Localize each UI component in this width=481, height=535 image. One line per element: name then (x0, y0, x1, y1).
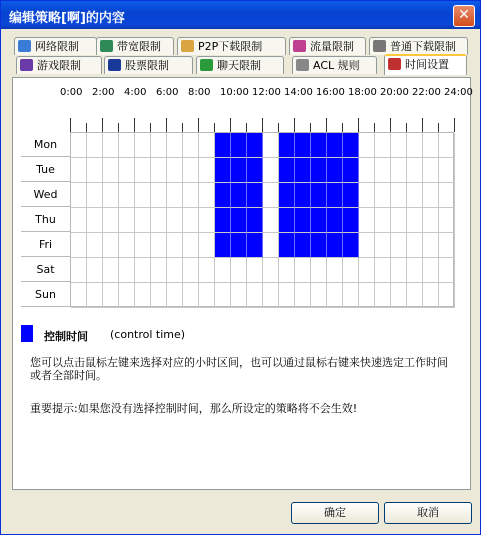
hour-cell[interactable] (215, 208, 231, 233)
hour-cell[interactable] (183, 283, 199, 308)
hour-cell[interactable] (87, 183, 103, 208)
hour-cell[interactable] (71, 183, 87, 208)
hour-cell[interactable] (87, 133, 103, 158)
hour-cell[interactable] (183, 183, 199, 208)
tab-label: 网络限制 (35, 40, 79, 53)
hour-label: 24:00 (444, 87, 473, 98)
hour-cell[interactable] (311, 133, 327, 158)
hour-tick (390, 118, 391, 132)
hour-cell[interactable] (231, 183, 247, 208)
hour-cell[interactable] (263, 183, 279, 208)
hour-cell[interactable] (407, 183, 423, 208)
hour-cell[interactable] (167, 258, 183, 283)
hour-cell[interactable] (183, 258, 199, 283)
hour-cell[interactable] (279, 133, 295, 158)
hour-cell[interactable] (423, 258, 439, 283)
close-button[interactable]: ✕ (453, 5, 475, 27)
tab-globe[interactable] (14, 37, 97, 55)
hour-cell[interactable] (167, 158, 183, 183)
hour-cell[interactable] (199, 158, 215, 183)
hour-cell[interactable] (295, 258, 311, 283)
hour-cell[interactable] (215, 233, 231, 258)
hour-cell[interactable] (391, 283, 407, 308)
hour-cell[interactable] (327, 283, 343, 308)
hour-tick (454, 118, 455, 132)
hour-cell[interactable] (343, 183, 359, 208)
hour-cell[interactable] (407, 158, 423, 183)
hour-cell[interactable] (343, 258, 359, 283)
hour-tick (230, 118, 231, 132)
hour-tick (214, 123, 215, 132)
hour-cell[interactable] (87, 283, 103, 308)
hour-cell[interactable] (407, 208, 423, 233)
hour-cell[interactable] (263, 283, 279, 308)
hour-cell[interactable] (439, 133, 455, 158)
tab-stock[interactable] (104, 56, 193, 74)
hour-cell[interactable] (247, 208, 263, 233)
hour-cell[interactable] (279, 258, 295, 283)
person-icon (181, 40, 194, 52)
hour-cell[interactable] (391, 133, 407, 158)
hour-cell[interactable] (151, 233, 167, 258)
hour-cell[interactable] (103, 233, 119, 258)
hour-label: 8:00 (188, 87, 211, 98)
hour-cell[interactable] (375, 233, 391, 258)
hour-cell[interactable] (327, 258, 343, 283)
hour-ticks (70, 102, 454, 132)
hour-label: 18:00 (348, 87, 377, 98)
tab-rule[interactable] (292, 56, 377, 74)
hour-cell[interactable] (423, 208, 439, 233)
hour-cell[interactable] (167, 183, 183, 208)
hour-cell[interactable] (71, 283, 87, 308)
hour-cell[interactable] (231, 133, 247, 158)
day-label-fri: Fri (21, 232, 70, 257)
chat-icon (200, 59, 213, 71)
hour-cell[interactable] (263, 258, 279, 283)
hour-cell[interactable] (343, 208, 359, 233)
hour-cell[interactable] (295, 233, 311, 258)
hour-tick (246, 123, 247, 132)
hour-cell[interactable] (167, 208, 183, 233)
tab-label: 普通下载限制 (390, 40, 456, 53)
hour-cell[interactable] (375, 158, 391, 183)
hour-cell[interactable] (103, 133, 119, 158)
monitor-icon (100, 40, 113, 52)
hour-cell[interactable] (247, 258, 263, 283)
tab-bar-chart[interactable] (289, 37, 366, 55)
hour-cell[interactable] (311, 233, 327, 258)
hour-cell[interactable] (375, 133, 391, 158)
hour-cell[interactable] (391, 258, 407, 283)
hour-cell[interactable] (87, 233, 103, 258)
day-label-wed: Wed (21, 182, 70, 207)
hour-tick (326, 118, 327, 132)
hour-cell[interactable] (311, 208, 327, 233)
warning-text: 重要提示:如果您没有选择控制时间，那么所设定的策略将不会生效! (30, 402, 358, 415)
game-icon (20, 59, 33, 71)
hour-cell[interactable] (87, 258, 103, 283)
hour-cell[interactable] (359, 158, 375, 183)
hour-cell[interactable] (279, 208, 295, 233)
hour-cell[interactable] (375, 283, 391, 308)
hour-tick (70, 118, 71, 132)
hour-cell[interactable] (423, 158, 439, 183)
hour-cell[interactable] (247, 158, 263, 183)
hour-cell[interactable] (279, 158, 295, 183)
hour-cell[interactable] (391, 208, 407, 233)
hour-cell[interactable] (263, 133, 279, 158)
hour-cell[interactable] (183, 158, 199, 183)
hour-cell[interactable] (135, 283, 151, 308)
hour-tick (118, 123, 119, 132)
hour-cell[interactable] (247, 283, 263, 308)
hour-cell[interactable] (215, 258, 231, 283)
legend-label: 控制时间 (44, 330, 88, 343)
tab-clock[interactable] (384, 54, 467, 75)
hour-tick (342, 123, 343, 132)
hour-cell[interactable] (231, 283, 247, 308)
hour-cell[interactable] (439, 283, 455, 308)
hour-tick (86, 123, 87, 132)
hour-tick (358, 118, 359, 132)
hour-cell[interactable] (167, 133, 183, 158)
hour-cell[interactable] (135, 233, 151, 258)
hour-cell[interactable] (119, 258, 135, 283)
hour-cell[interactable] (439, 183, 455, 208)
hour-cell[interactable] (375, 258, 391, 283)
stock-icon (108, 59, 121, 71)
tab-label: 时间设置 (405, 58, 449, 71)
tab-monitor[interactable] (96, 37, 174, 55)
hour-cell[interactable] (279, 283, 295, 308)
hour-label: 10:00 (220, 87, 249, 98)
hour-cell[interactable] (103, 208, 119, 233)
hour-cell[interactable] (231, 158, 247, 183)
hour-cell[interactable] (359, 208, 375, 233)
hour-cell[interactable] (359, 133, 375, 158)
hour-cell[interactable] (295, 183, 311, 208)
hour-tick (422, 118, 423, 132)
tab-label: 股票限制 (125, 59, 169, 72)
window-title: 编辑策略[啊]的内容 (9, 11, 125, 26)
hour-cell[interactable] (279, 183, 295, 208)
hour-cell[interactable] (327, 183, 343, 208)
hour-cell[interactable] (151, 208, 167, 233)
hour-cell[interactable] (375, 183, 391, 208)
help-text: 您可以点击鼠标左键来选择对应的小时区间，也可以通过鼠标右键来快速选定工作时间或者全部时间。 (30, 356, 448, 382)
tab-stopwatch[interactable] (369, 37, 468, 55)
ok-button[interactable]: 确定 (291, 502, 379, 524)
hour-cell[interactable] (247, 183, 263, 208)
hour-cell[interactable] (199, 183, 215, 208)
hour-cell[interactable] (359, 283, 375, 308)
tab-label: 游戏限制 (37, 59, 81, 72)
hour-tick (278, 123, 279, 132)
day-label-thu: Thu (21, 207, 70, 232)
globe-icon (18, 40, 31, 52)
hour-label: 6:00 (156, 87, 179, 98)
hour-cell[interactable] (231, 233, 247, 258)
rule-icon (296, 59, 309, 71)
hour-cell[interactable] (407, 258, 423, 283)
hour-tick (134, 118, 135, 132)
hour-cell[interactable] (119, 283, 135, 308)
hour-cell[interactable] (343, 133, 359, 158)
hour-cell[interactable] (439, 233, 455, 258)
hour-cell[interactable] (135, 133, 151, 158)
hour-cell[interactable] (295, 133, 311, 158)
hour-cell[interactable] (439, 158, 455, 183)
hour-cell[interactable] (231, 258, 247, 283)
hour-tick (150, 123, 151, 132)
hour-cell[interactable] (423, 133, 439, 158)
hour-label: 12:00 (252, 87, 281, 98)
hour-tick (406, 123, 407, 132)
tab-chat[interactable] (196, 56, 284, 74)
hour-cell[interactable] (87, 158, 103, 183)
hour-cell[interactable] (215, 183, 231, 208)
hour-cell[interactable] (135, 208, 151, 233)
hour-cell[interactable] (87, 208, 103, 233)
clock-icon (388, 58, 401, 70)
day-label-mon: Mon (21, 132, 70, 157)
tab-game[interactable] (16, 56, 102, 74)
hour-cell[interactable] (423, 283, 439, 308)
hour-cell[interactable] (263, 233, 279, 258)
hour-cell[interactable] (279, 233, 295, 258)
hour-cell[interactable] (359, 183, 375, 208)
tab-label: ACL 规则 (313, 59, 360, 72)
hour-cell[interactable] (327, 158, 343, 183)
day-label-tue: Tue (21, 157, 70, 182)
hour-cell[interactable] (231, 208, 247, 233)
hour-cell[interactable] (183, 208, 199, 233)
hour-label: 2:00 (92, 87, 115, 98)
hour-tick (294, 118, 295, 132)
hour-cell[interactable] (199, 233, 215, 258)
hour-label: 4:00 (124, 87, 147, 98)
hour-cell[interactable] (439, 208, 455, 233)
hour-tick (166, 118, 167, 132)
hour-cell[interactable] (439, 258, 455, 283)
hour-cell[interactable] (407, 233, 423, 258)
tab-label: 聊天限制 (217, 59, 261, 72)
tab-label: 带宽限制 (117, 40, 161, 53)
stopwatch-icon (373, 40, 386, 52)
hour-cell[interactable] (183, 133, 199, 158)
hour-cell[interactable] (375, 208, 391, 233)
hour-cell[interactable] (167, 233, 183, 258)
hour-cell[interactable] (343, 158, 359, 183)
hour-cell[interactable] (71, 158, 87, 183)
hour-cell[interactable] (263, 158, 279, 183)
hour-cell[interactable] (135, 258, 151, 283)
day-label-sun: Sun (21, 282, 70, 307)
hour-cell[interactable] (151, 283, 167, 308)
hour-cell[interactable] (183, 233, 199, 258)
hour-cell[interactable] (199, 208, 215, 233)
tab-label: 流量限制 (310, 40, 354, 53)
hour-cell[interactable] (119, 183, 135, 208)
schedule-grid[interactable] (70, 132, 454, 307)
hour-cell[interactable] (247, 233, 263, 258)
hour-cell[interactable] (295, 283, 311, 308)
hour-cell[interactable] (215, 158, 231, 183)
hour-cell[interactable] (327, 233, 343, 258)
hour-cell[interactable] (311, 283, 327, 308)
hour-cell[interactable] (103, 258, 119, 283)
hour-cell[interactable] (359, 233, 375, 258)
legend-sublabel: (control time) (110, 328, 186, 341)
hour-cell[interactable] (71, 233, 87, 258)
hour-cell[interactable] (391, 183, 407, 208)
hour-cell[interactable] (71, 258, 87, 283)
hour-cell[interactable] (71, 208, 87, 233)
hour-cell[interactable] (295, 158, 311, 183)
hour-cell[interactable] (407, 133, 423, 158)
hour-cell[interactable] (215, 133, 231, 158)
legend-swatch (21, 325, 33, 342)
hour-tick (262, 118, 263, 132)
hour-cell[interactable] (423, 233, 439, 258)
hour-label: 16:00 (316, 87, 345, 98)
hour-cell[interactable] (311, 158, 327, 183)
tab-label: P2P下载限制 (198, 40, 263, 53)
bar-chart-icon (293, 40, 306, 52)
hour-cell[interactable] (167, 283, 183, 308)
hour-tick (438, 123, 439, 132)
hour-cell[interactable] (119, 208, 135, 233)
hour-cell[interactable] (119, 133, 135, 158)
hour-cell[interactable] (103, 158, 119, 183)
hour-cell[interactable] (359, 258, 375, 283)
hour-cell[interactable] (391, 233, 407, 258)
hour-cell[interactable] (263, 208, 279, 233)
hour-cell[interactable] (423, 183, 439, 208)
hour-cell[interactable] (295, 208, 311, 233)
title-bar (1, 1, 480, 29)
hour-label: 0:00 (60, 87, 83, 98)
hour-tick (182, 123, 183, 132)
hour-label: 14:00 (284, 87, 313, 98)
hour-cell[interactable] (407, 283, 423, 308)
hour-label: 22:00 (412, 87, 441, 98)
hour-cell[interactable] (151, 258, 167, 283)
hour-cell[interactable] (215, 283, 231, 308)
hour-cell[interactable] (311, 183, 327, 208)
hour-cell[interactable] (103, 183, 119, 208)
hour-cell[interactable] (119, 233, 135, 258)
hour-cell[interactable] (391, 158, 407, 183)
hour-cell[interactable] (247, 133, 263, 158)
hour-cell[interactable] (151, 158, 167, 183)
hour-label: 20:00 (380, 87, 409, 98)
hour-cell[interactable] (151, 183, 167, 208)
hour-cell[interactable] (71, 133, 87, 158)
hour-cell[interactable] (135, 158, 151, 183)
hour-cell[interactable] (103, 283, 119, 308)
hour-tick (374, 123, 375, 132)
hour-cell[interactable] (199, 283, 215, 308)
cancel-button[interactable]: 取消 (384, 502, 472, 524)
day-label-sat: Sat (21, 257, 70, 282)
hour-cell[interactable] (343, 233, 359, 258)
hour-cell[interactable] (311, 258, 327, 283)
hour-cell[interactable] (135, 183, 151, 208)
hour-cell[interactable] (199, 133, 215, 158)
hour-tick (198, 118, 199, 132)
hour-cell[interactable] (327, 133, 343, 158)
tab-person[interactable] (177, 37, 286, 55)
hour-tick (102, 118, 103, 132)
hour-cell[interactable] (343, 283, 359, 308)
hour-cell[interactable] (151, 133, 167, 158)
hour-cell[interactable] (119, 158, 135, 183)
hour-cell[interactable] (199, 258, 215, 283)
hour-tick (310, 123, 311, 132)
hour-cell[interactable] (327, 208, 343, 233)
